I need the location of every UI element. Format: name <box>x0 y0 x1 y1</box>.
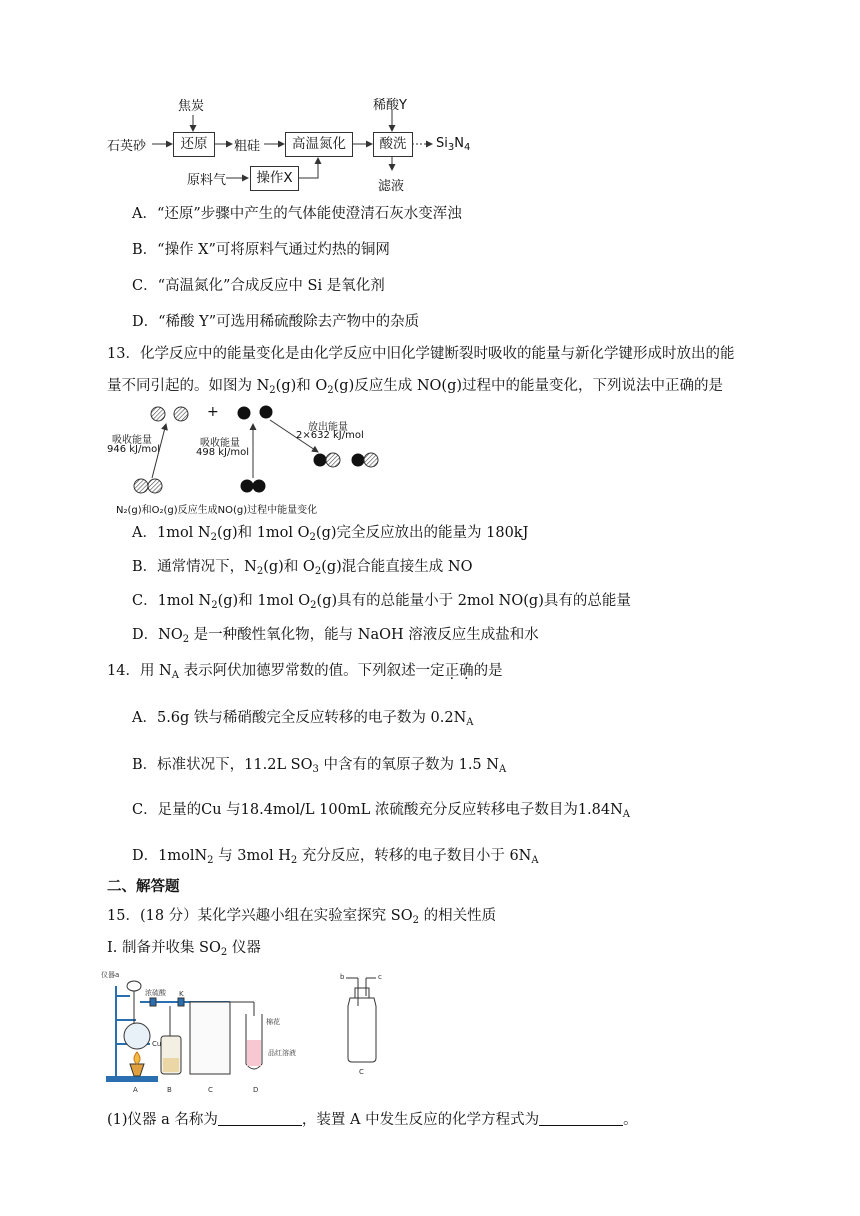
flow-reduce-box: 还原 <box>173 132 215 157</box>
app-port-b: b <box>340 973 345 981</box>
app-cu: Cu <box>152 1040 162 1048</box>
flow-raw-gas-label: 原料气 <box>187 173 227 188</box>
q14-option-a: A．5.6g 铁与稀硝酸完全反应转移的电子数为 $0.2N_A$ <box>132 710 474 728</box>
apparatus-drawing <box>0 966 860 1096</box>
q13-option-b: B．通常情况下，$N_2(g)$和 $O_2(g)$混合能直接生成 NO <box>132 559 473 577</box>
flow-product-label: $Si_3N_4$ <box>436 136 471 153</box>
app-port-c: c <box>378 973 382 981</box>
flow-acid-wash-box: 酸洗 <box>373 132 413 157</box>
flow-operation-x-box: 操作X <box>250 166 299 191</box>
q12-option-a: A．“还原”步骤中产生的气体能使澄清石灰水变浑浊 <box>132 206 462 222</box>
answer-blank-1[interactable] <box>218 1111 302 1126</box>
flow-filtrate-label: 滤液 <box>378 179 405 194</box>
app-pink-solution: 品红溶液 <box>268 1049 296 1057</box>
q13-option-a: A．1mol $N_2(g)$和 1mol $O_2(g)$完全反应放出的能量为 180kJ <box>132 525 529 543</box>
q14-option-d: D．1molN$_2$ 与 3mol $H_2$ 充分反应，转移的电子数目小于 $6N_A$ <box>132 848 539 866</box>
q14-option-b: B．标准状况下，11.2L $SO_3$ 中含有的氧原子数为 1.5 $N_A$ <box>132 757 507 775</box>
answer-blank-2[interactable] <box>539 1111 623 1126</box>
absorb-o2-label2: 498 kJ/mol <box>196 447 250 458</box>
q13-stem-line2: 量不同引起的。如图为 $N_2(g)$和 $O_2(g)$反应生成 NO(g)过程中的能量变化，下列说法中正确的是 <box>107 378 724 396</box>
q15-sub1: (1)仪器 a 名称为 ，装置 A 中发生反应的化学方程式为 。 <box>107 1112 638 1128</box>
flowchart-arrows <box>0 0 860 200</box>
app-conc-acid: 浓硫酸 <box>145 989 166 997</box>
q14-stem: 14．用 $N_A$ 表示阿伏加德罗常数的值。下列叙述一定正确的是 <box>107 663 503 681</box>
flow-acid-y-label: 稀酸Y <box>373 98 407 113</box>
app-label-c: C <box>208 1086 213 1094</box>
app-label-b: B <box>167 1086 172 1094</box>
app-k: K <box>179 990 184 998</box>
app-label-a: A <box>133 1086 138 1094</box>
energy-plus: + <box>207 404 219 420</box>
flow-input-label: 石英砂 <box>107 139 147 154</box>
q13-option-d: D．$NO_2$ 是一种酸性氧化物，能与 NaOH 溶液反应生成盐和水 <box>132 627 539 645</box>
app-instrument-a: 仪器a <box>101 971 120 979</box>
release-label2: 2×632 kJ/mol <box>296 430 364 441</box>
q15-part1-heading: I. 制备并收集 $SO_2$ 仪器 <box>107 940 261 958</box>
q14-option-c: C．足量的Cu 与18.4mol/L 100mL 浓硫酸充分反应转移电子数目为$1.84N_A$ <box>132 802 631 820</box>
q13-stem-line1: 13．化学反应中的能量变化是由化学反应中旧化学键断裂时吸收的能量与新化学键形成时放出的能 <box>107 346 735 362</box>
energy-diagram <box>0 398 860 538</box>
absorb-o2-label1: 吸收能量 <box>200 438 240 449</box>
energy-caption: N₂(g)和O₂(g)反应生成NO(g)过程中能量变化 <box>116 505 318 516</box>
flow-coke-label: 焦炭 <box>178 99 205 114</box>
app-cotton: 棉花 <box>266 1018 280 1026</box>
q15-stem: 15．(18 分）某化学兴趣小组在实验室探究 $SO_2$ 的相关性质 <box>107 908 497 926</box>
section-heading: 二、解答题 <box>107 879 180 895</box>
q12-option-d: D．“稀酸 Y”可选用稀硫酸除去产物中的杂质 <box>132 314 420 330</box>
release-label1: 放出能量 <box>308 422 348 433</box>
q12-option-c: C．“高温氮化”合成反应中 Si 是氧化剂 <box>132 278 385 294</box>
q12-option-b: B．“操作 X”可将原料气通过灼热的铜网 <box>132 242 390 258</box>
absorb-n2-label2: 946 kJ/mol <box>107 444 161 455</box>
absorb-n2-label1: 吸收能量 <box>112 435 152 446</box>
flow-crude-si-label: 粗硅 <box>234 139 261 154</box>
app-label-c2: C <box>359 1068 364 1076</box>
flow-nitriding-box: 高温氮化 <box>285 132 353 157</box>
q13-option-c: C．1mol $N_2(g)$和 1mol $O_2(g)$具有的总能量小于 2mol NO(g)具有的总能量 <box>132 593 631 611</box>
app-label-d: D <box>253 1086 259 1094</box>
